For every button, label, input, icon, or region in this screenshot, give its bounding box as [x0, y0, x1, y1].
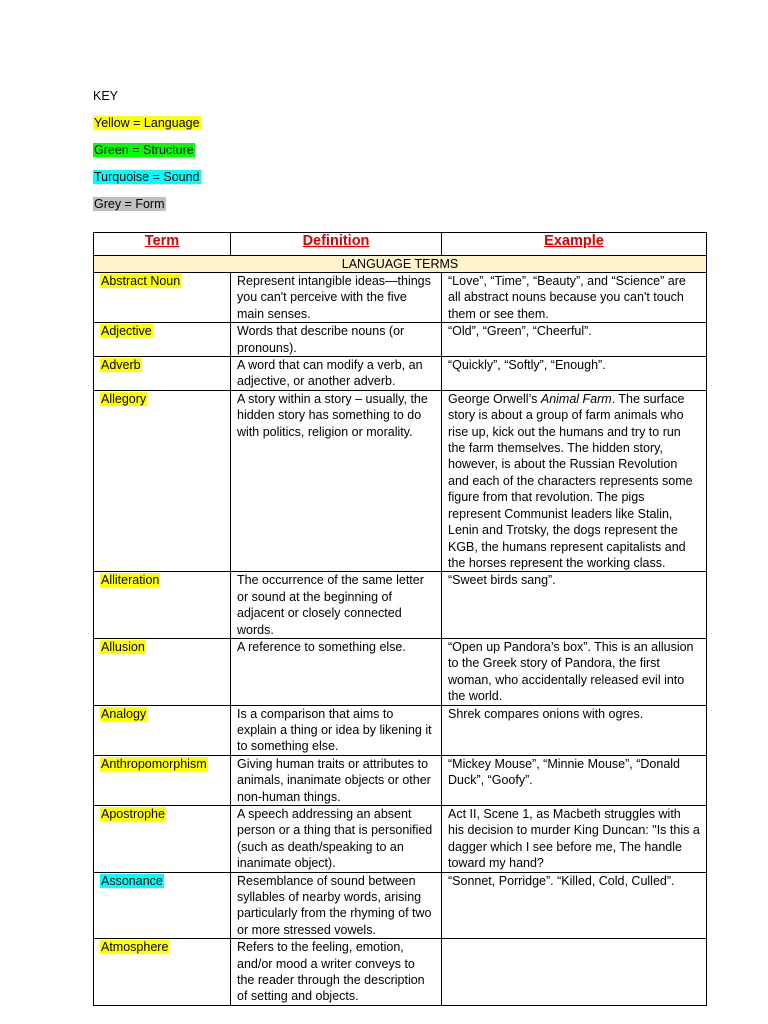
example-cell: “Mickey Mouse”, “Minnie Mouse”, “Donald Duck”, “Goofy”. — [442, 755, 707, 805]
table-row — [94, 572, 707, 639]
table-header-row — [94, 233, 707, 256]
example-text: . The surface story is about a group of farm animals who rise up, kick out the humans and try to run the farm themselves. The hidden story, however, is about the Russian Revolution and each of the characters represents some figure from that revolution. The pigs represent Communist leaders like Stalin, Lenin and Trotsky, the dogs represent the KGB, the humans represent capitalists and the horses represent the working class. — [448, 391, 693, 570]
key-item-label: Yellow = Language — [94, 116, 200, 130]
term-cell: Adverb — [101, 358, 141, 373]
definition-cell: Giving human traits or attributes to animals, inanimate objects or other non-human things. — [231, 755, 442, 805]
definition-cell: Is a comparison that aims to explain a thing or idea by likening it to something else. — [231, 705, 442, 755]
example-text: George Orwell’s — [448, 391, 541, 406]
table-row — [94, 273, 707, 323]
definition-cell: Resemblance of sound between syllables of nearby words, arising particularly from the rhyming of two or more stressed vowels. — [231, 872, 442, 939]
table-row — [94, 357, 707, 391]
header-term: Term — [94, 233, 231, 256]
table-row — [94, 872, 707, 939]
table-row — [94, 806, 707, 873]
definition-cell: Words that describe nouns (or pronouns). — [231, 323, 442, 357]
example-cell: “Love”, “Time”, “Beauty”, and “Science” are all abstract nouns because you can't touch them or see them. — [442, 273, 707, 323]
key-title: KEY — [93, 89, 119, 103]
term-cell: Abstract Noun — [101, 274, 181, 288]
definition-cell: A reference to something else. — [231, 638, 442, 705]
table-row — [94, 390, 707, 571]
term-cell: Adjective — [101, 324, 152, 339]
color-key — [93, 88, 201, 223]
example-cell — [442, 939, 707, 1006]
example-cell: “Open up Pandora’s box”. This is an allusion to the Greek story of Pandora, the first woman, who accidentally released evil into the world. — [442, 638, 707, 705]
example-book-title: Animal Farm — [540, 391, 612, 406]
section-row — [94, 256, 707, 273]
example-cell: “Sonnet, Porridge”. “Killed, Cold, Culled”. — [442, 872, 707, 939]
table-row — [94, 755, 707, 805]
example-cell: “Quickly”, “Softly”, “Enough”. — [442, 357, 707, 391]
definition-cell: Represent intangible ideas—things you can't perceive with the five main senses. — [231, 273, 442, 323]
term-cell: Allusion — [101, 639, 145, 654]
definition-cell: Refers to the feeling, emotion, and/or mood a writer conveys to the reader through the description of setting and objects. — [231, 939, 442, 1006]
term-cell: Apostrophe — [101, 807, 165, 821]
key-item-turquoise — [93, 169, 201, 185]
header-definition: Definition — [231, 233, 442, 256]
key-item-label: Grey = Form — [94, 197, 165, 211]
example-cell: “Old”, “Green”, “Cheerful”. — [442, 323, 707, 357]
example-cell — [442, 390, 707, 571]
term-cell: Allegory — [101, 391, 147, 406]
section-title: LANGUAGE TERMS — [94, 256, 707, 273]
term-cell: Atmosphere — [101, 940, 169, 955]
terms-table — [93, 232, 707, 1006]
key-item-label: Green = Structure — [94, 143, 194, 157]
definition-cell: A speech addressing an absent person or a thing that is personified (such as death/speaking to an inanimate object). — [231, 806, 442, 873]
term-cell: Assonance — [101, 873, 163, 888]
table-row — [94, 638, 707, 705]
term-cell: Analogy — [101, 706, 147, 721]
definition-cell: The occurrence of the same letter or sound at the beginning of adjacent or closely connected words. — [231, 572, 442, 639]
table-row — [94, 939, 707, 1006]
definition-cell: A story within a story – usually, the hidden story has something to do with politics, religion or morality. — [231, 390, 442, 571]
key-item-green — [93, 142, 201, 158]
header-example: Example — [442, 233, 707, 256]
key-item-grey — [93, 196, 201, 212]
example-cell: Act II, Scene 1, as Macbeth struggles with his decision to murder King Duncan: "Is this a dagger which I see before me, The handle toward my hand? — [442, 806, 707, 873]
table-row — [94, 323, 707, 357]
definition-cell: A word that can modify a verb, an adjective, or another adverb. — [231, 357, 442, 391]
term-cell: Anthropomorphism — [101, 756, 207, 771]
key-item-yellow — [93, 115, 201, 131]
example-cell: Shrek compares onions with ogres. — [442, 705, 707, 755]
key-item-label: Turquoise = Sound — [94, 170, 200, 184]
term-cell: Alliteration — [101, 573, 160, 588]
example-cell: “Sweet birds sang”. — [442, 572, 707, 639]
table-row — [94, 705, 707, 755]
